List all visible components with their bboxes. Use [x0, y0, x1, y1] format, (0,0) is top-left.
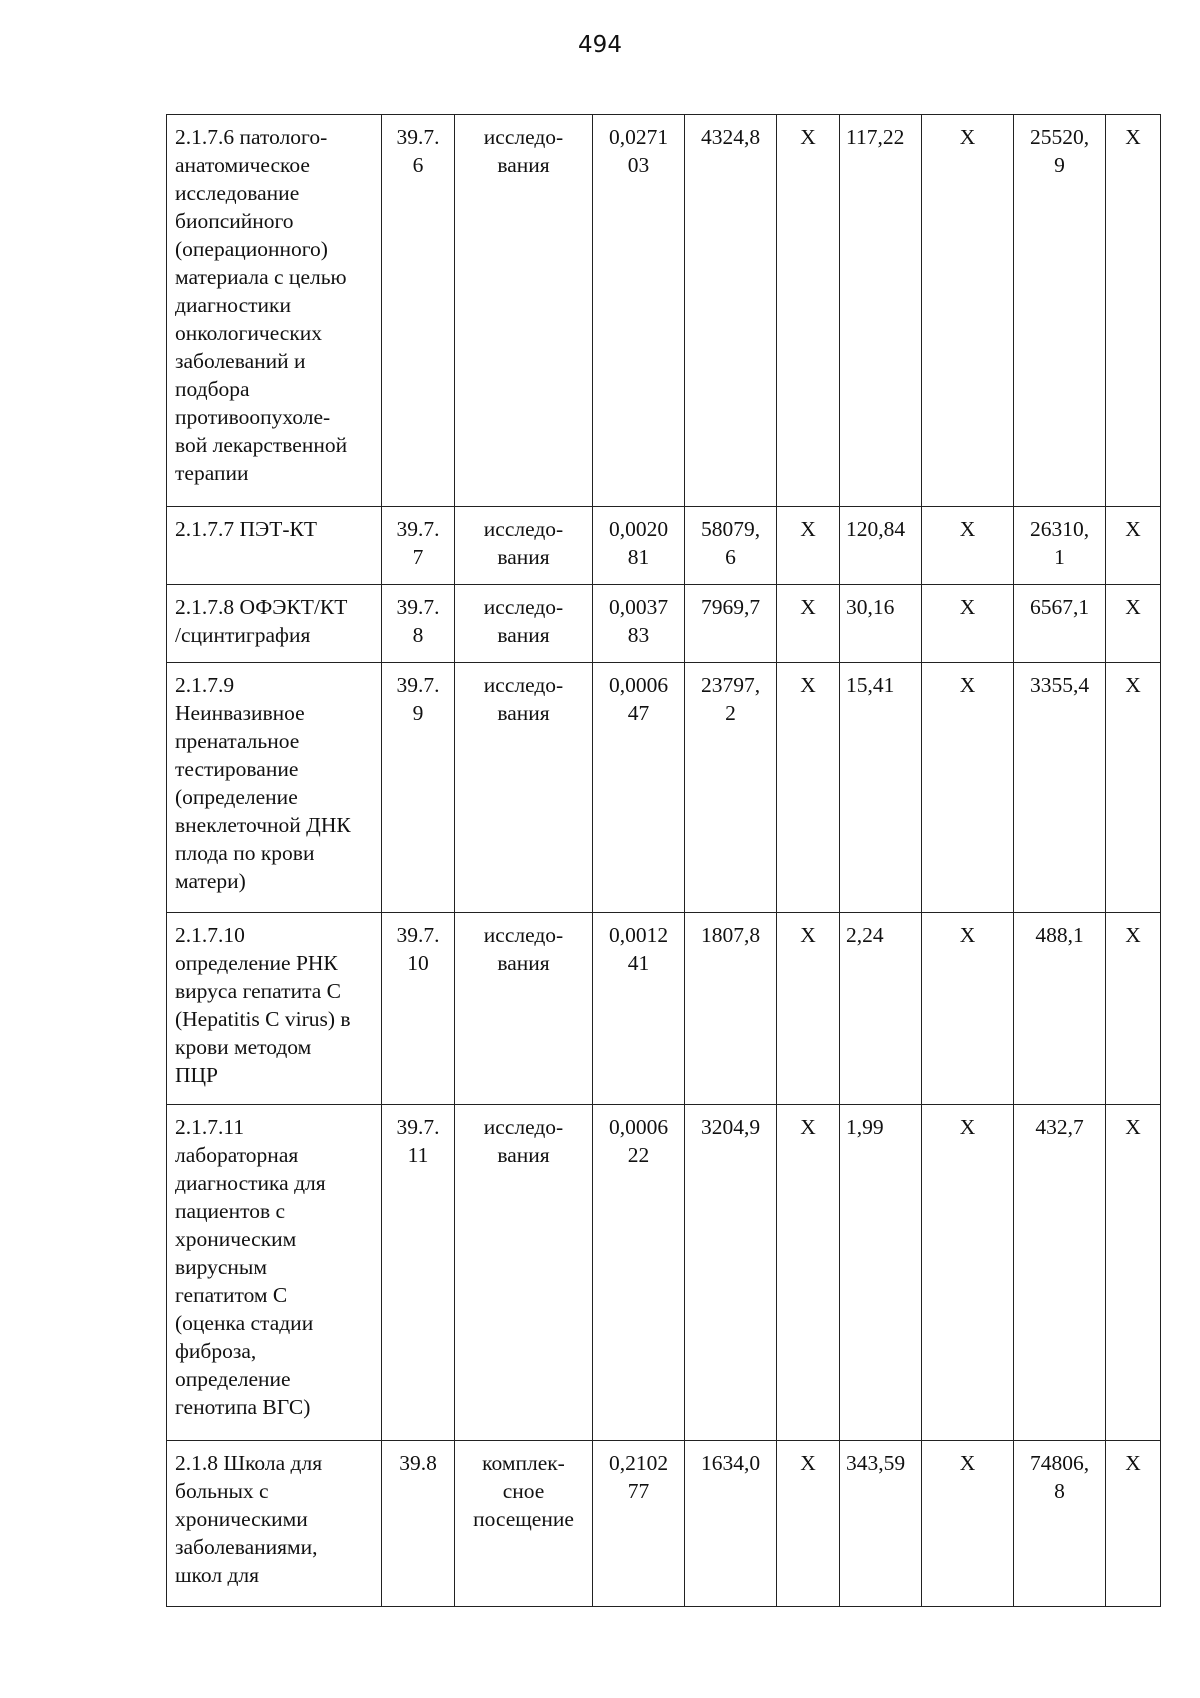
row-name-line: вирусным [175, 1255, 267, 1279]
row-name-line: онкологических [175, 321, 323, 345]
row-code-line: 8 [412, 623, 424, 647]
row-cost-line: 58079, [700, 517, 761, 541]
row-code-line: 39.7. [396, 125, 440, 149]
row-code-cell [382, 663, 455, 913]
row-code-line: 39.7. [396, 1115, 440, 1139]
row-unit-line: сное [502, 1479, 545, 1503]
row-norm-line: 0,2102 [608, 1451, 669, 1475]
row-col9-cell [1014, 507, 1106, 585]
row-col10-value: Х [1125, 1451, 1141, 1475]
row-name-line: 2.1.7.8 ОФЭКТ/КТ [175, 595, 348, 619]
row-col8-cell [922, 663, 1014, 913]
row-unit-line: посещение [473, 1507, 574, 1531]
row-col10-value: Х [1125, 125, 1141, 149]
row-norm-line: 77 [627, 1479, 650, 1503]
table-row [167, 663, 1161, 913]
row-col10-cell [1106, 1105, 1161, 1441]
row-col8-value: Х [959, 517, 976, 541]
row-col6-value: Х [800, 595, 816, 619]
row-norm-line: 0,0012 [608, 923, 669, 947]
row-unit-cell [455, 1441, 593, 1607]
row-name-line: противоопухоле- [175, 405, 331, 429]
row-name-line: диагностика для [175, 1171, 326, 1195]
table-row [167, 1441, 1161, 1607]
row-col7-value: 1,99 [846, 1115, 884, 1139]
row-col8-value: Х [959, 125, 976, 149]
row-col8-cell [922, 507, 1014, 585]
row-name-line: (Hepatitis C virus) в [175, 1007, 351, 1031]
row-col9-line: 8 [1054, 1479, 1065, 1503]
row-code-line: 9 [412, 701, 424, 725]
row-col9-cell [1014, 585, 1106, 663]
row-name-line: 2.1.7.7 ПЭТ-КТ [175, 517, 317, 541]
table-row [167, 1105, 1161, 1441]
row-cost-cell [685, 913, 777, 1105]
row-norm-cell [593, 1441, 685, 1607]
row-name-cell [167, 507, 382, 585]
row-name-line: диагностики [175, 293, 291, 317]
row-col10-cell [1106, 115, 1161, 507]
row-name-line: 2.1.7.6 патолого- [175, 125, 328, 149]
row-unit-line: вания [497, 153, 550, 177]
row-norm-line: 0,0006 [608, 673, 669, 697]
row-cost-line: 1807,8 [700, 923, 761, 947]
row-name-line: хроническими [175, 1507, 308, 1531]
row-name-line: матери) [175, 869, 246, 893]
row-name-line: плода по крови [175, 841, 315, 865]
row-cost-line: 7969,7 [700, 595, 761, 619]
row-col6-value: Х [800, 517, 816, 541]
row-unit-cell [455, 507, 593, 585]
row-col6-value: Х [800, 125, 816, 149]
row-name-line: тестирование [175, 757, 299, 781]
row-name-line: Неинвазивное [175, 701, 305, 725]
page-number: 494 [578, 32, 622, 58]
row-col8-value: Х [959, 1115, 976, 1139]
row-cost-cell [685, 115, 777, 507]
row-name-line: 2.1.7.10 [175, 923, 245, 947]
row-col9-line: 74806, [1029, 1451, 1090, 1475]
row-col10-cell [1106, 507, 1161, 585]
row-norm-cell [593, 507, 685, 585]
row-col8-cell [922, 1441, 1014, 1607]
row-norm-line: 41 [627, 951, 650, 975]
row-col7-cell [840, 1441, 922, 1607]
row-col6-value: Х [800, 673, 816, 697]
table-body [167, 115, 1161, 1607]
row-col7-value: 30,16 [846, 595, 895, 619]
row-col9-line: 488,1 [1035, 923, 1084, 947]
row-code-line: 39.8 [399, 1451, 437, 1475]
row-name-line: (определение [175, 785, 298, 809]
row-name-line: терапии [175, 461, 249, 485]
row-norm-cell [593, 913, 685, 1105]
row-name-line: внеклеточной ДНК [175, 813, 351, 837]
row-unit-line: исследо- [483, 517, 564, 541]
row-norm-line: 0,0037 [608, 595, 669, 619]
tariff-table [166, 114, 1161, 1607]
row-col8-value: Х [959, 923, 976, 947]
row-cost-cell [685, 1105, 777, 1441]
row-name-line: фиброза, [175, 1339, 257, 1363]
row-col10-cell [1106, 585, 1161, 663]
table-row [167, 507, 1161, 585]
row-col8-value: Х [959, 673, 976, 697]
row-col10-cell [1106, 1441, 1161, 1607]
row-name-line: анатомическое [175, 153, 310, 177]
row-norm-cell [593, 585, 685, 663]
row-col8-value: Х [959, 1451, 976, 1475]
row-cost-cell [685, 1441, 777, 1607]
row-name-line: определение [175, 1367, 291, 1391]
row-col7-value: 343,59 [846, 1451, 906, 1475]
row-col9-line: 26310, [1029, 517, 1090, 541]
row-name-cell [167, 115, 382, 507]
row-col9-line: 1 [1054, 545, 1065, 569]
row-code-cell [382, 913, 455, 1105]
row-cost-line: 6 [725, 545, 736, 569]
row-col6-value: Х [800, 1115, 816, 1139]
row-norm-line: 0,0006 [608, 1115, 669, 1139]
row-name-line: крови методом [175, 1035, 312, 1059]
row-name-line: лабораторная [175, 1143, 299, 1167]
row-name-line: ПЦР [175, 1063, 219, 1087]
row-code-line: 39.7. [396, 595, 440, 619]
row-col7-cell [840, 115, 922, 507]
row-code-line: 6 [412, 153, 424, 177]
row-col7-cell [840, 913, 922, 1105]
row-col9-cell [1014, 1105, 1106, 1441]
row-cost-cell [685, 585, 777, 663]
row-col6-cell [777, 1105, 840, 1441]
row-unit-line: исследо- [483, 1115, 564, 1139]
row-code-line: 39.7. [396, 517, 440, 541]
row-col7-value: 120,84 [846, 517, 906, 541]
row-unit-line: исследо- [483, 595, 564, 619]
row-col10-value: Х [1125, 923, 1141, 947]
row-norm-cell [593, 115, 685, 507]
row-norm-cell [593, 1105, 685, 1441]
row-col10-cell [1106, 663, 1161, 913]
row-cost-line: 3204,9 [700, 1115, 761, 1139]
row-col7-value: 15,41 [846, 673, 895, 697]
row-col9-cell [1014, 663, 1106, 913]
row-col8-cell [922, 913, 1014, 1105]
row-name-line: биопсийного [175, 209, 294, 233]
row-col7-value: 117,22 [846, 125, 905, 149]
row-unit-line: исследо- [483, 923, 564, 947]
row-norm-line: 83 [627, 623, 650, 647]
row-unit-cell [455, 663, 593, 913]
row-code-cell [382, 507, 455, 585]
row-col9-line: 3355,4 [1029, 673, 1090, 697]
row-col7-cell [840, 663, 922, 913]
row-unit-cell [455, 913, 593, 1105]
row-name-line: генотипа ВГС) [175, 1395, 311, 1419]
row-col6-cell [777, 913, 840, 1105]
row-norm-line: 22 [627, 1143, 650, 1167]
row-col8-value: Х [959, 595, 976, 619]
row-col10-value: Х [1125, 1115, 1141, 1139]
row-code-cell [382, 115, 455, 507]
row-unit-line: вания [497, 623, 550, 647]
row-col8-cell [922, 1105, 1014, 1441]
row-cost-line: 23797, [700, 673, 761, 697]
row-name-line: (оценка стадии [175, 1311, 314, 1335]
row-unit-line: вания [497, 545, 550, 569]
row-norm-line: 81 [627, 545, 650, 569]
row-name-line: 2.1.8 Школа для [175, 1451, 323, 1475]
table-row [167, 913, 1161, 1105]
row-norm-line: 0,0271 [608, 125, 669, 149]
row-col9-line: 9 [1054, 153, 1065, 177]
row-unit-cell [455, 115, 593, 507]
row-name-line: заболеваний и [175, 349, 306, 373]
row-col10-value: Х [1125, 517, 1141, 541]
row-col7-cell [840, 585, 922, 663]
row-cost-line: 1634,0 [700, 1451, 761, 1475]
row-name-line: больных с [175, 1479, 269, 1503]
row-cost-line: 2 [725, 701, 736, 725]
row-name-line: школ для [175, 1563, 260, 1587]
row-code-line: 10 [407, 951, 429, 975]
row-cost-cell [685, 507, 777, 585]
row-col6-cell [777, 507, 840, 585]
row-col9-line: 25520, [1029, 125, 1090, 149]
row-col9-line: 6567,1 [1029, 595, 1090, 619]
row-col10-value: Х [1125, 673, 1141, 697]
row-name-line: хроническим [175, 1227, 297, 1251]
row-col9-cell [1014, 913, 1106, 1105]
row-name-cell [167, 1105, 382, 1441]
row-name-line: пациентов с [175, 1199, 286, 1223]
row-name-cell [167, 913, 382, 1105]
row-cost-cell [685, 663, 777, 913]
row-name-line: гепатитом С [175, 1283, 288, 1307]
row-norm-line: 0,0020 [608, 517, 669, 541]
row-name-line: определение РНК [175, 951, 338, 975]
row-col7-value: 2,24 [846, 923, 884, 947]
row-name-line: (операционного) [175, 237, 328, 261]
row-name-line: заболеваниями, [175, 1535, 318, 1559]
row-col6-cell [777, 115, 840, 507]
row-code-line: 11 [407, 1143, 429, 1167]
row-col6-value: Х [800, 923, 816, 947]
row-name-cell [167, 663, 382, 913]
row-unit-line: вания [497, 701, 550, 725]
row-name-cell [167, 1441, 382, 1607]
row-col6-cell [777, 585, 840, 663]
row-unit-line: вания [497, 951, 550, 975]
row-col9-cell [1014, 1441, 1106, 1607]
row-code-cell [382, 1105, 455, 1441]
row-name-line: исследование [175, 181, 300, 205]
row-col7-cell [840, 1105, 922, 1441]
row-col6-cell [777, 663, 840, 913]
row-name-line: /сцинтиграфия [175, 623, 311, 647]
row-col6-cell [777, 1441, 840, 1607]
row-col6-value: Х [800, 1451, 816, 1475]
row-col9-cell [1014, 115, 1106, 507]
row-code-line: 7 [412, 545, 424, 569]
row-col7-cell [840, 507, 922, 585]
row-name-line: подбора [175, 377, 250, 401]
row-code-cell [382, 585, 455, 663]
row-unit-cell [455, 585, 593, 663]
row-code-line: 39.7. [396, 673, 440, 697]
row-norm-line: 03 [627, 153, 650, 177]
row-norm-line: 47 [627, 701, 650, 725]
table-row [167, 115, 1161, 507]
row-col10-value: Х [1125, 595, 1141, 619]
row-unit-line: исследо- [483, 125, 564, 149]
row-unit-cell [455, 1105, 593, 1441]
row-col8-cell [922, 585, 1014, 663]
row-norm-cell [593, 663, 685, 913]
row-name-line: вируса гепатита С [175, 979, 341, 1003]
row-code-line: 39.7. [396, 923, 440, 947]
row-cost-line: 4324,8 [700, 125, 761, 149]
row-unit-line: комплек- [482, 1451, 565, 1475]
row-name-line: 2.1.7.9 [175, 673, 235, 697]
row-col8-cell [922, 115, 1014, 507]
row-col10-cell [1106, 913, 1161, 1105]
row-name-line: 2.1.7.11 [175, 1115, 245, 1139]
row-col9-line: 432,7 [1035, 1115, 1084, 1139]
row-name-line: пренатальное [175, 729, 300, 753]
row-unit-line: вания [497, 1143, 550, 1167]
row-unit-line: исследо- [483, 673, 564, 697]
row-name-cell [167, 585, 382, 663]
row-name-line: вой лекарственной [175, 433, 348, 457]
table-row [167, 585, 1161, 663]
row-name-line: материала с целью [175, 265, 347, 289]
row-code-cell [382, 1441, 455, 1607]
